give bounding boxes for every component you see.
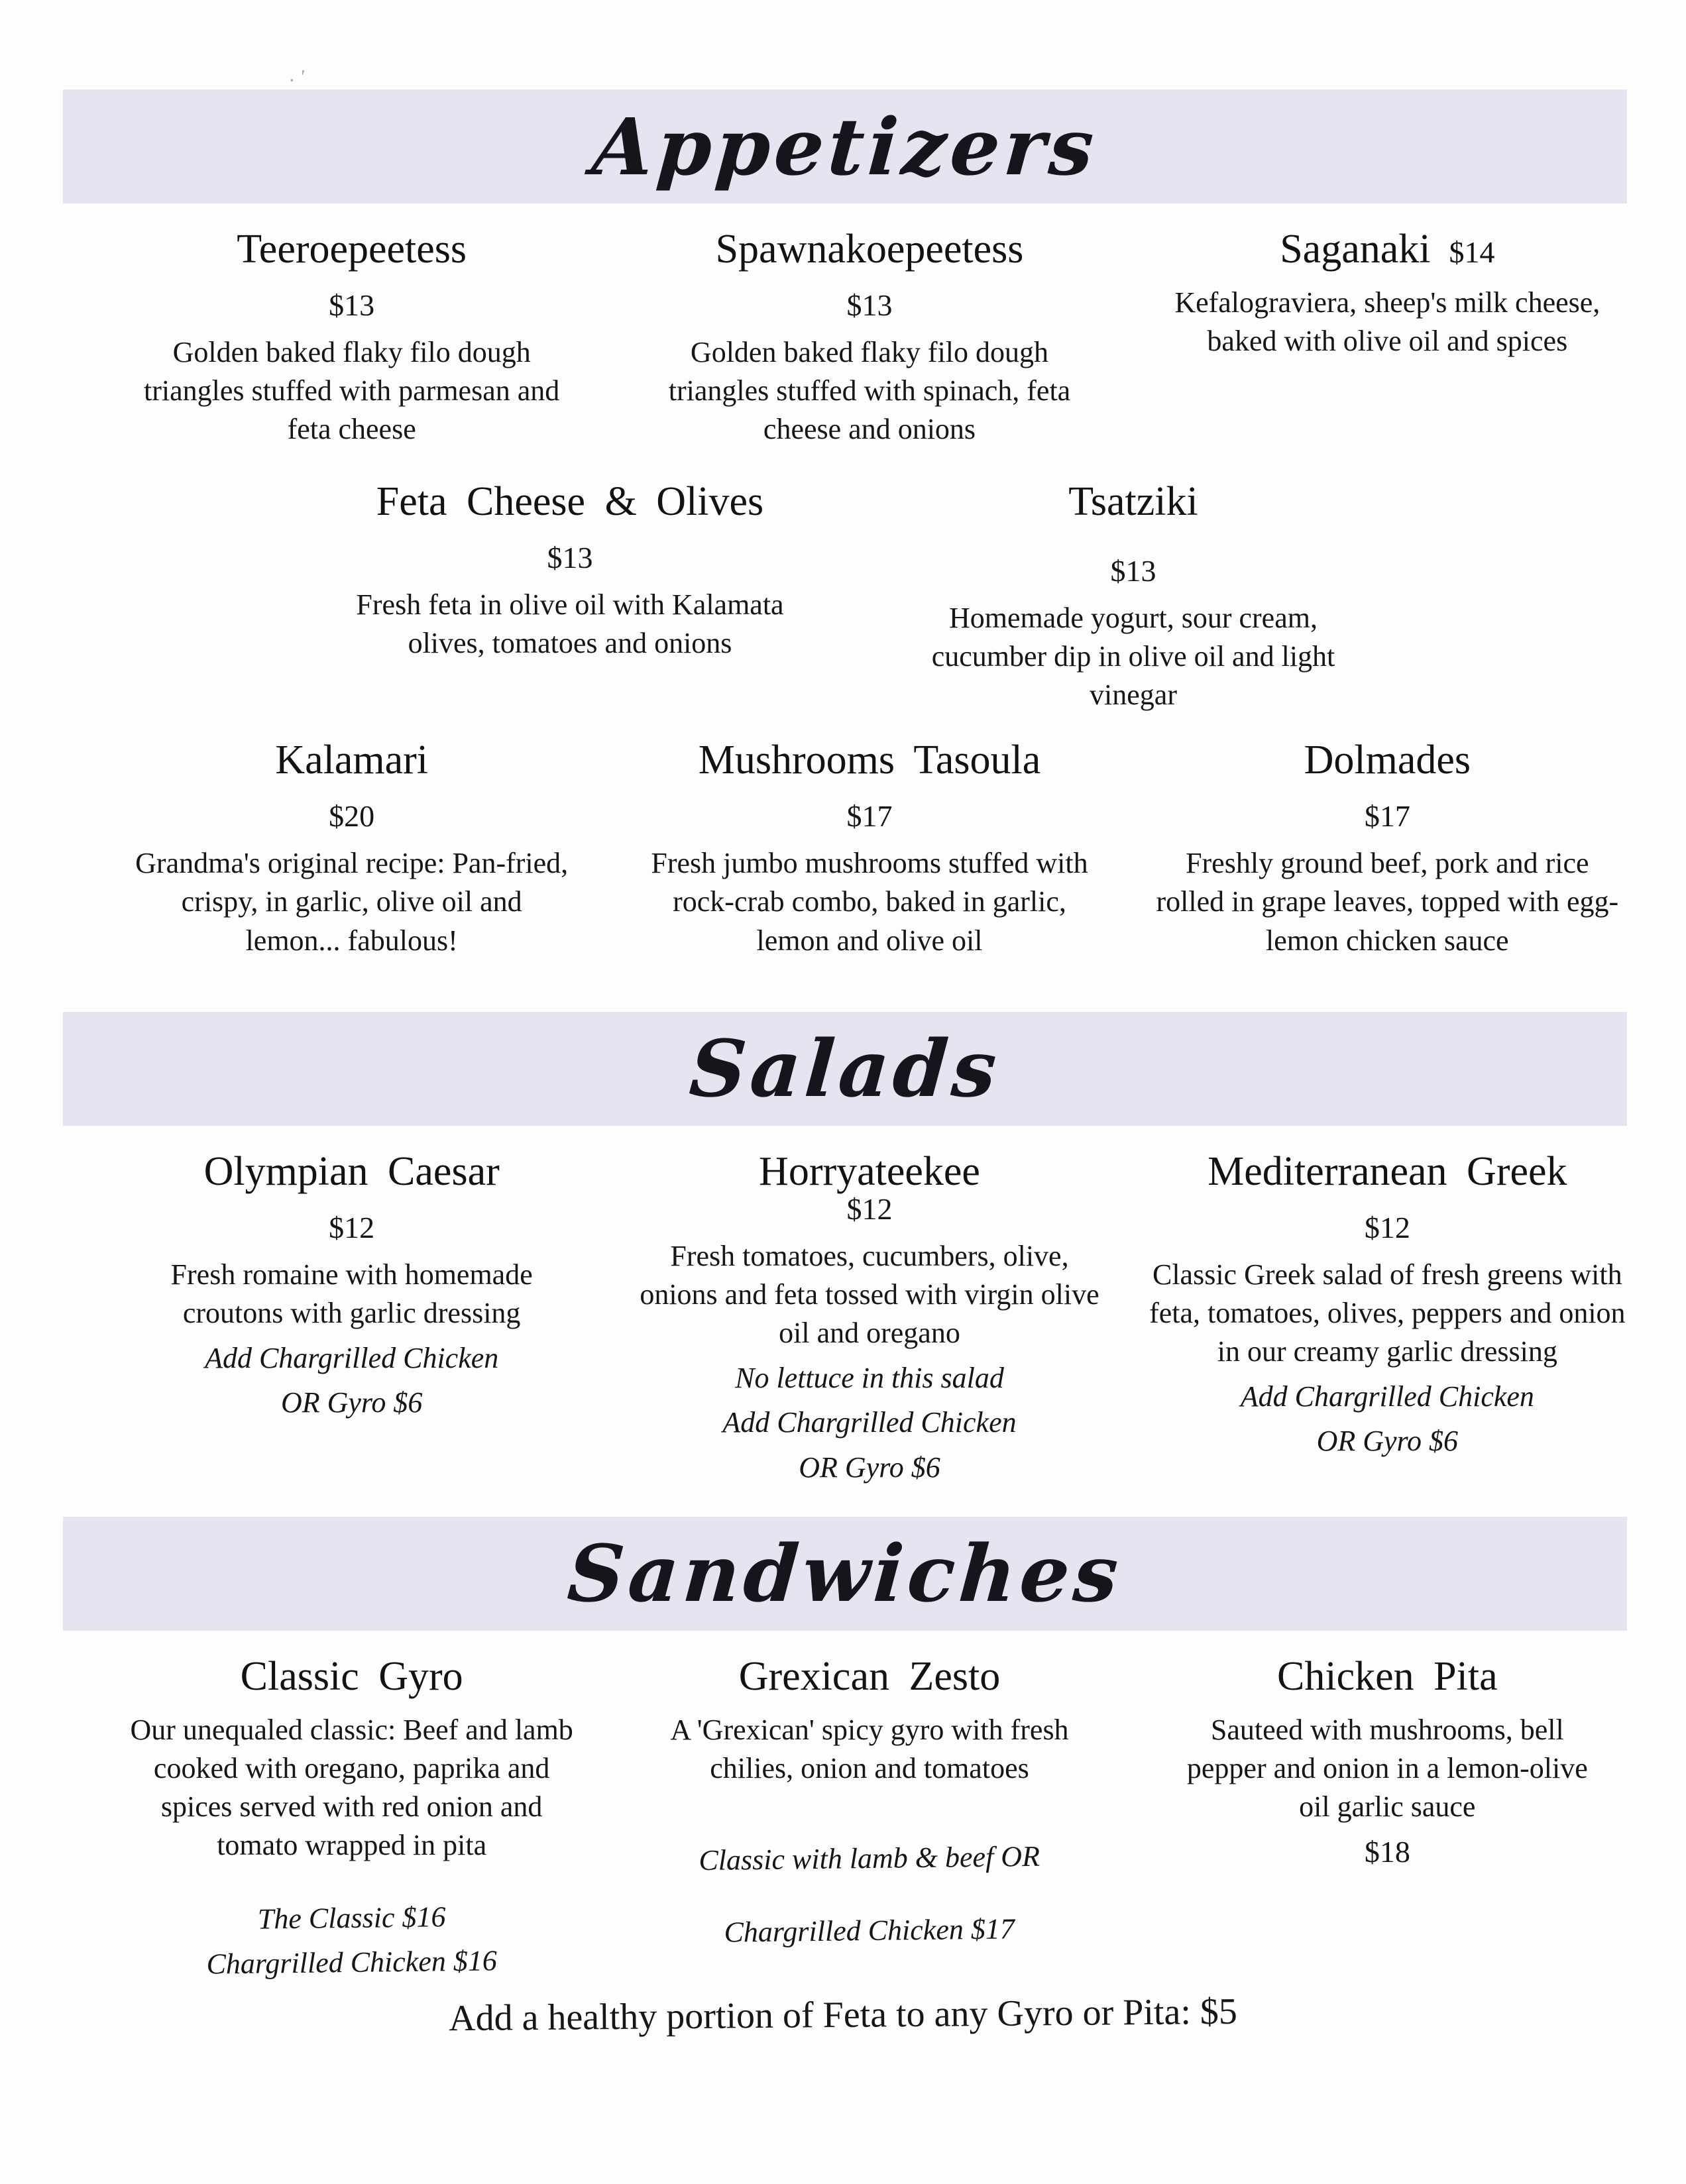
item-name: Teeroepeetess: [237, 227, 467, 272]
item-description: Freshly ground beef, pork and rice rolled in grape leaves, topped with egg-lemon chicken sauce: [1156, 847, 1619, 957]
item-description: Kefalograviera, sheep's milk cheese, baked with olive oil and spices: [1174, 286, 1601, 358]
menu-item-mushrooms-tasoula: [610, 737, 1128, 960]
footer-note: Add a healthy portion of Feta to any Gyro or Pita: $5: [448, 1991, 1238, 2039]
item-note: Add Chargrilled Chicken: [722, 1406, 1017, 1439]
item-note: OR Gyro $6: [799, 1450, 940, 1484]
item-price: $13: [329, 288, 375, 323]
menu-item-saganaki: [1129, 226, 1646, 449]
item-price: $13: [547, 540, 593, 574]
item-description: Fresh romaine with homemade croutons with garlic dressing: [170, 1258, 533, 1329]
item-name: Olympian Caesar: [203, 1148, 500, 1194]
item-price: $17: [1364, 799, 1410, 834]
menu-item-chicken-pita: [1129, 1653, 1646, 1982]
item-note: Add Chargrilled Chicken: [205, 1342, 499, 1375]
item-price: $13: [1110, 553, 1156, 588]
scan-artifact: . ': [288, 64, 306, 88]
salads-row-1: [0, 1148, 1686, 1486]
section-banner-appetizers: [63, 89, 1627, 203]
item-price: $12: [846, 1191, 893, 1226]
item-name: Chicken Pita: [1277, 1653, 1498, 1699]
item-price: $12: [329, 1210, 375, 1244]
item-description: A 'Grexican' spicy gyro with fresh chilies, onion and tomatoes: [670, 1713, 1069, 1785]
appetizers-row-3: [0, 737, 1686, 960]
item-name: Saganaki $14: [1280, 227, 1495, 272]
menu-item-tsatziki: [852, 478, 1415, 715]
item-description: Homemade yogurt, sour cream, cucumber dip in olive oil and light vinegar: [931, 601, 1335, 711]
item-description: Fresh tomatoes, cucumbers, olive, onions and feta tossed with virgin olive oil and oregano: [640, 1239, 1099, 1350]
item-note: Chargrilled Chicken $16: [206, 1944, 498, 1981]
item-name: Tsatziki: [1068, 478, 1198, 524]
menu-item-feta-cheese-olives: [288, 478, 852, 715]
appetizers-row-1: [0, 226, 1686, 449]
item-name: Classic Gyro: [240, 1653, 463, 1699]
item-note: No lettuce in this salad: [735, 1362, 1004, 1395]
item-name: Feta Cheese & Olives: [376, 478, 764, 524]
item-name: Horryateekee: [759, 1148, 980, 1194]
item-description: Fresh jumbo mushrooms stuffed with rock-crab combo, baked in garlic, lemon and olive oil: [651, 847, 1088, 957]
item-name: Kalamari: [275, 737, 428, 783]
item-note: Chargrilled Chicken $17: [724, 1912, 1015, 1949]
item-price: $20: [329, 799, 375, 834]
item-note: Classic with lamb & beef OR: [699, 1839, 1040, 1877]
item-price: $17: [846, 799, 893, 834]
menu-item-grexican-zesto: [610, 1653, 1128, 1982]
section-banner-salads: [63, 1012, 1627, 1126]
item-name: Dolmades: [1304, 737, 1471, 783]
item-description: Fresh feta in olive oil with Kalamata olives, tomatoes and onions: [356, 588, 784, 659]
sandwiches-row-1: [0, 1653, 1686, 1982]
item-price: $18: [1364, 1835, 1410, 1869]
section-banner-sandwiches: [63, 1517, 1627, 1631]
section-title-appetizers: Appetizers: [589, 100, 1101, 193]
item-name: Grexican Zesto: [738, 1653, 1001, 1699]
menu-item-classic-gyro: [93, 1653, 610, 1982]
item-note: Add Chargrilled Chicken: [1240, 1380, 1534, 1413]
item-note: OR Gyro $6: [1316, 1425, 1459, 1458]
item-note: OR Gyro $6: [280, 1386, 423, 1419]
item-description: Our unequaled classic: Beef and lamb cooked with oregano, paprika and spices served with red onion and tomato wrapped in pita: [130, 1713, 573, 1862]
menu-item-spawnakoepeetess: [610, 226, 1128, 449]
appetizers-row-2: [288, 478, 1415, 715]
item-description: Golden baked flaky filo dough triangles stuffed with spinach, feta cheese and onions: [668, 336, 1071, 446]
item-description: Grandma's original recipe: Pan-fried, crispy, in garlic, olive oil and lemon... fabulous!: [135, 847, 569, 957]
item-name: Spawnakoepeetess: [715, 227, 1024, 272]
menu-item-horryateekee: [610, 1148, 1128, 1486]
menu-item-dolmades: [1129, 737, 1646, 960]
item-description: Classic Greek salad of fresh greens with feta, tomatoes, olives, peppers and onion in our creamy garlic dressing: [1149, 1258, 1626, 1368]
item-price: $12: [1364, 1210, 1410, 1244]
item-description: Golden baked flaky filo dough triangles stuffed with parmesan and feta cheese: [144, 336, 560, 446]
menu-item-teeroepeetess: [93, 226, 610, 449]
item-description: Sauteed with mushrooms, bell pepper and onion in a lemon-olive oil garlic sauce: [1186, 1713, 1588, 1824]
section-title-sandwiches: Sandwiches: [565, 1527, 1125, 1620]
menu-item-kalamari: [93, 737, 610, 960]
item-price-inline: $14: [1449, 235, 1495, 269]
item-note: The Classic $16: [257, 1900, 446, 1936]
section-title-salads: Salads: [687, 1022, 1003, 1115]
item-price: $13: [846, 288, 893, 323]
item-name: Mushrooms Tasoula: [698, 737, 1041, 783]
menu-item-olympian-caesar: [93, 1148, 610, 1486]
menu-item-mediterranean-greek: [1129, 1148, 1646, 1486]
item-name: Mediterranean Greek: [1208, 1148, 1567, 1194]
